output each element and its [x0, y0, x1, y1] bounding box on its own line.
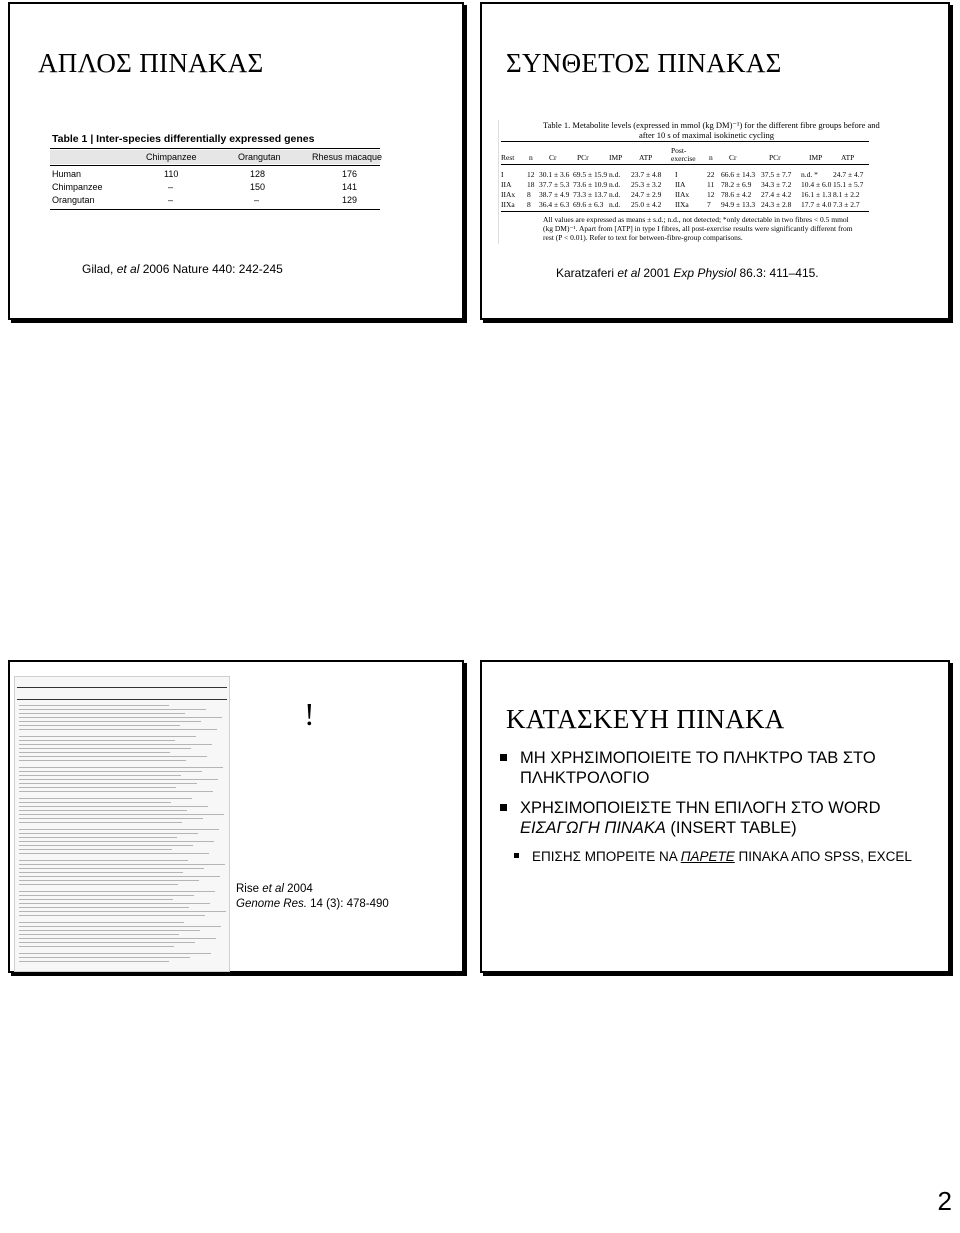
table-cell: 11: [707, 180, 715, 189]
dense-text-line: [19, 787, 176, 788]
dense-text-line: [19, 891, 215, 892]
table-cell: n.d.: [609, 170, 621, 179]
dense-text-line: [19, 779, 218, 780]
table-header: Chimpanzee: [146, 152, 197, 162]
dense-text-line: [19, 930, 200, 931]
dense-text-line: [19, 806, 208, 807]
table-cell: 73.6 ± 10.9: [573, 180, 608, 189]
dense-text-line: [19, 833, 198, 834]
dense-text-line: [19, 884, 178, 885]
table-cell: –: [254, 195, 260, 205]
dense-text-line: [19, 934, 179, 935]
table-cell: Chimpanzee: [52, 182, 103, 192]
slide-title: ΑΠΛΟΣ ΠΙΝΑΚΑΣ: [38, 48, 264, 78]
table-cell: IIXa: [501, 200, 515, 209]
table-cell: 17.7 ± 4.0: [801, 200, 832, 209]
table-cell: 37.5 ± 7.7: [761, 170, 792, 179]
table-cell: 129: [342, 195, 358, 205]
dense-text-line: [19, 837, 177, 838]
table-cell: 78.2 ± 6.9: [721, 180, 752, 189]
dense-text-line: [19, 818, 203, 819]
table-header: n: [709, 153, 713, 162]
table-cell: 24.3 ± 2.8: [761, 200, 792, 209]
table-cell: n.d.: [609, 180, 621, 189]
bullet-list: [496, 748, 926, 869]
table-header: Cr: [549, 153, 557, 162]
table-cell: –: [168, 195, 174, 205]
table-cell: I: [501, 170, 504, 179]
dense-text-line: [19, 849, 172, 850]
table-cell: 8: [527, 190, 531, 199]
table-header: Rhesus macaque: [312, 152, 383, 162]
dense-text-line: [19, 961, 169, 962]
table-cell: 36.4 ± 6.3: [539, 200, 570, 209]
citation: Gilad, et al 2006 Nature 440: 242-245: [82, 262, 283, 276]
table-cell: 66.6 ± 14.3: [721, 170, 756, 179]
dense-text-line: [19, 872, 183, 873]
dense-text-line: [19, 740, 175, 741]
dense-text-line: [19, 721, 201, 722]
dense-text-line: [19, 744, 212, 745]
table-header: IMP: [809, 153, 823, 162]
slide-dense-table: [8, 660, 464, 973]
table-header: ATP: [841, 153, 855, 162]
dense-text-line: [19, 810, 187, 811]
table-header: ATP: [639, 153, 653, 162]
exclamation-mark: !: [304, 696, 315, 732]
dense-text-line: [19, 767, 223, 768]
dense-text-line: [19, 899, 173, 900]
dense-text-line: [19, 926, 221, 927]
table-cell: 12: [707, 190, 715, 199]
table-header: Rest: [501, 153, 515, 162]
bullet-item: ΜΗ ΧΡΗΣΙΜΟΠΟΙΕΙΤΕ ΤΟ ΠΛΗΚΤΡΟ TAB ΣΤΟ ΠΛΗΚΤΡΟΛΟΓΙΟ: [496, 748, 926, 788]
dense-text-line: [19, 829, 219, 830]
table-cell: 8.1 ± 2.2: [833, 190, 860, 199]
table-image: [50, 131, 383, 213]
slide-compound-table: [480, 2, 950, 320]
table-header: PCr: [769, 153, 781, 162]
table-cell: 69.5 ± 15.9: [573, 170, 608, 179]
table-header: Post-exercise: [671, 146, 696, 163]
dense-text-line: [19, 756, 207, 757]
dense-text-line: [19, 709, 206, 710]
table-cell: 22: [707, 170, 715, 179]
dense-text-line: [19, 814, 224, 815]
table-cell: Human: [52, 169, 82, 179]
citation: Rise et al 2004 Genome Res. 14 (3): 478-490: [236, 883, 389, 910]
dense-text-line: [19, 922, 184, 923]
table-header: PCr: [577, 153, 589, 162]
table-header: Cr: [729, 153, 737, 162]
dense-text-line: [19, 798, 192, 799]
dense-table-image: [14, 676, 230, 972]
table-cell: 25.0 ± 4.2: [631, 200, 662, 209]
dense-text-line: [19, 860, 188, 861]
dense-text-line: [19, 802, 171, 803]
table-cell: 24.7 ± 4.7: [833, 170, 864, 179]
table-footnote: All values are expressed as means ± s.d.; n.d., not detected; *only detectable in two fibres < 0.5 mmol: [543, 215, 849, 224]
slide-simple-table: [8, 2, 464, 320]
table-cell: IIA: [501, 180, 512, 189]
table-cell: 23.7 ± 4.8: [631, 170, 662, 179]
dense-text-line: [19, 725, 180, 726]
table-cell: n.d.: [609, 190, 621, 199]
table-cell: 24.7 ± 2.9: [631, 190, 662, 199]
table-cell: 34.3 ± 7.2: [761, 180, 792, 189]
dense-text-line: [19, 705, 169, 706]
table-cell: 38.7 ± 4.9: [539, 190, 570, 199]
table-cell: 25.3 ± 3.2: [631, 180, 662, 189]
dense-text-line: [19, 868, 204, 869]
dense-text-line: [19, 748, 191, 749]
dense-text-line: [19, 938, 216, 939]
dense-text-line: [19, 853, 209, 854]
table-cell: IIAx: [501, 190, 516, 199]
table-cell: 69.6 ± 6.3: [573, 200, 604, 209]
table-image: [498, 120, 880, 244]
table-cell: 176: [342, 169, 358, 179]
table-cell: 37.7 ± 5.3: [539, 180, 570, 189]
table-header: n: [529, 153, 533, 162]
table-cell: 110: [164, 169, 179, 179]
dense-text-line: [19, 717, 222, 718]
dense-text-line: [19, 876, 220, 877]
table-cell: 18: [527, 180, 535, 189]
sub-bullet-item: ΕΠΙΣΗΣ ΜΠΟΡΕΙΤΕ ΝΑ ΠΑΡΕΤΕ ΠΙΝΑΚΑ ΑΠΟ SPSS, EXCEL: [496, 848, 926, 865]
table-cell: 7: [707, 200, 711, 209]
dense-text-line: [19, 752, 170, 753]
table-cell: IIA: [675, 180, 686, 189]
dense-text-line: [19, 957, 190, 958]
table-cell: 150: [250, 182, 266, 192]
table-cell: IIXa: [675, 200, 689, 209]
table-cell: 141: [342, 182, 358, 192]
table-cell: 8: [527, 200, 531, 209]
table-cell: –: [168, 182, 174, 192]
dense-text-line: [19, 907, 189, 908]
table-cell: 30.1 ± 3.6: [539, 170, 570, 179]
dense-text-line: [19, 760, 186, 761]
table-caption: Table 1. Metabolite levels (expressed in mmol (kg DM)⁻¹) for the different fibre groups before and: [543, 120, 880, 130]
dense-text-line: [19, 841, 214, 842]
table-cell: n.d.: [609, 200, 621, 209]
table-caption: after 10 s of maximal isokinetic cycling: [639, 130, 775, 140]
table-cell: 27.4 ± 4.2: [761, 190, 792, 199]
bullet-item: ΧΡΗΣΙΜΟΠΟΙΕΙΣΤΕ ΤΗΝ ΕΠΙΛΟΓΗ ΣΤΟ WORD ΕΙΣΑΓΩΓΗ ΠΙΝΑΚΑ (INSERT TABLE): [496, 798, 926, 838]
table-cell: 128: [250, 169, 266, 179]
citation: Karatzaferi et al 2001 Exp Physiol 86.3: 411–415.: [556, 266, 819, 280]
dense-text-line: [19, 953, 211, 954]
table-cell: 78.6 ± 4.2: [721, 190, 752, 199]
dense-text-line: [19, 775, 181, 776]
dense-text-line: [19, 783, 197, 784]
dense-text-line: [19, 729, 217, 730]
page-number: 2: [937, 1186, 952, 1216]
slide-title: ΚΑΤΑΣΚΕΥΗ ΠΙΝΑΚΑ: [506, 704, 785, 734]
dense-text-line: [19, 845, 193, 846]
table-cell: 94.9 ± 13.3: [721, 200, 756, 209]
table-cell: I: [675, 170, 678, 179]
table-header: IMP: [609, 153, 623, 162]
table-cell: IIAx: [675, 190, 690, 199]
table-cell: 16.1 ± 1.3: [801, 190, 832, 199]
table-cell: 73.3 ± 13.7: [573, 190, 608, 199]
table-footnote: rest (P < 0.01). Refer to text for between-fibre-group comparisons.: [543, 233, 743, 242]
dense-text-line: [19, 942, 195, 943]
table-cell: 7.3 ± 2.7: [833, 200, 860, 209]
dense-text-line: [19, 903, 210, 904]
dense-text-line: [19, 915, 205, 916]
dense-text-line: [19, 864, 225, 865]
dense-text-line: [19, 880, 199, 881]
slide-table-construction: [480, 660, 950, 973]
dense-text-line: [19, 911, 226, 912]
table-cell: 15.1 ± 5.7: [833, 180, 864, 189]
dense-text-line: [19, 736, 196, 737]
dense-text-line: [19, 895, 194, 896]
table-cell: n.d. *: [801, 170, 818, 179]
dense-text-line: [19, 822, 182, 823]
dense-text-line: [19, 791, 213, 792]
table-header: Orangutan: [238, 152, 281, 162]
dense-text-line: [19, 946, 174, 947]
dense-text-line: [19, 771, 202, 772]
table-cell: Orangutan: [52, 195, 95, 205]
slide-title: ΣΥΝΘΕΤΟΣ ΠΙΝΑΚΑΣ: [506, 48, 782, 78]
dense-text-line: [19, 713, 185, 714]
table-footnote: (kg DM)⁻¹. Apart from [ATP] in type I fibres, all post-exercise results were significantly different from: [543, 224, 853, 233]
table-cell: 10.4 ± 6.0: [801, 180, 832, 189]
table-caption: Table 1 | Inter-species differentially expressed genes: [52, 133, 315, 145]
table-cell: 12: [527, 170, 535, 179]
